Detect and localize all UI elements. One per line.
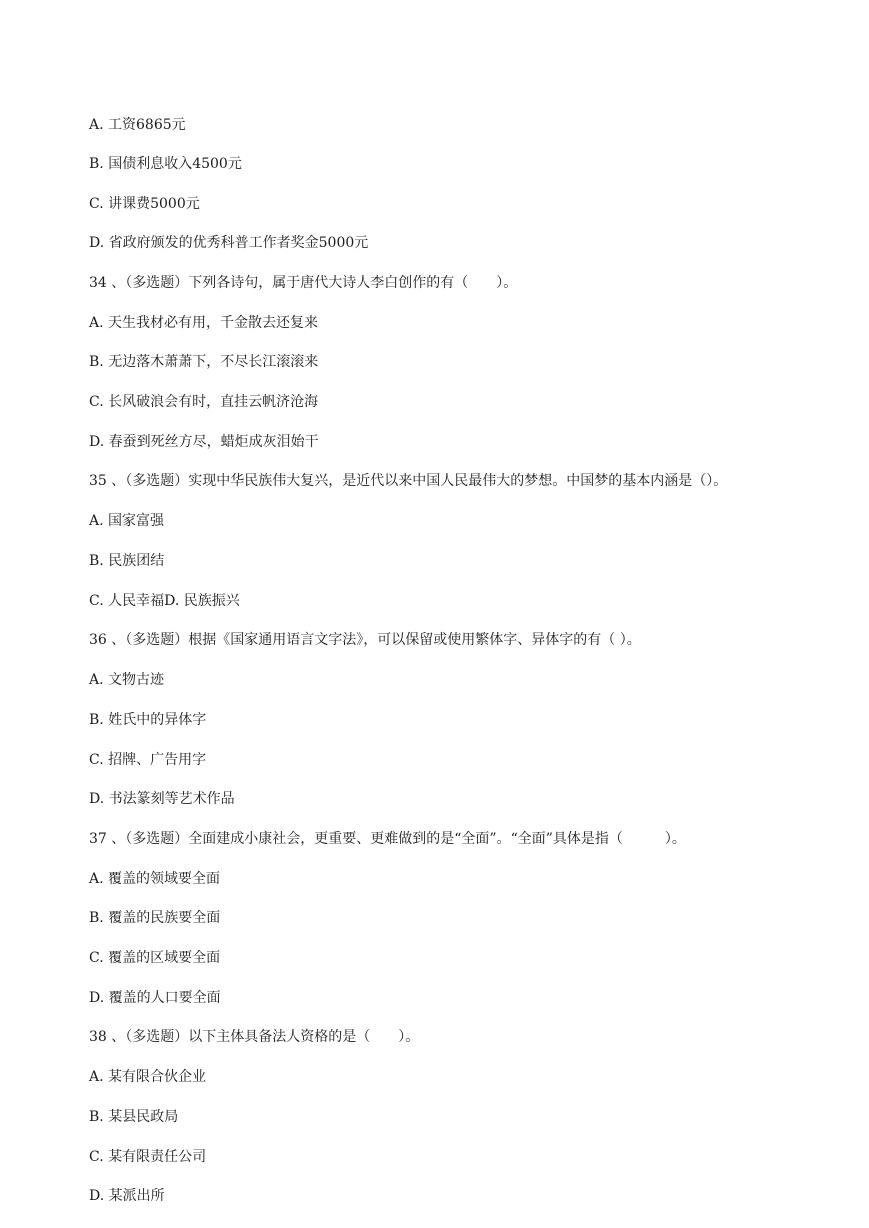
option-36-d: D. 书法篆刻等艺术作品 <box>89 791 235 807</box>
option-33-c: C. 讲课费5000元 <box>89 196 200 212</box>
option-36-b: B. 姓氏中的异体字 <box>89 712 207 728</box>
option-34-a: A. 天生我材必有用，千金散去还复来 <box>89 315 319 331</box>
option-38-b: B. 某县民政局 <box>89 1109 179 1125</box>
option-37-b: B. 覆盖的民族要全面 <box>89 910 221 926</box>
option-37-d: D. 覆盖的人口要全面 <box>89 990 221 1006</box>
option-36-c: C. 招牌、广告用字 <box>89 752 207 768</box>
option-34-d: D. 春蚕到死丝方尽，蜡炬成灰泪始干 <box>89 434 319 450</box>
option-33-b: B. 国债利息收入4500元 <box>89 156 242 172</box>
option-36-a: A. 文物古迹 <box>89 672 165 688</box>
option-37-a: A. 覆盖的领域要全面 <box>89 871 221 887</box>
option-38-c: C. 某有限责任公司 <box>89 1149 207 1165</box>
option-33-d: D. 省政府颁发的优秀科普工作者奖金5000元 <box>89 235 369 251</box>
option-38-a: A. 某有限合伙企业 <box>89 1069 207 1085</box>
option-34-c: C. 长风破浪会有时，直挂云帆济沧海 <box>89 394 319 410</box>
option-35-a: A. 国家富强 <box>89 513 165 529</box>
question-38: 38 、（多选题）以下主体具备法人资格的是（ ）。 <box>89 1029 420 1045</box>
option-33-a: A. 工资6865元 <box>89 117 186 133</box>
question-37: 37 、（多选题）全面建成小康社会，更重要、更难做到的是“全面”。“全面”具体是指（ ）。 <box>89 831 686 847</box>
option-34-b: B. 无边落木萧萧下，不尽长江滚滚来 <box>89 354 319 370</box>
question-34: 34 、（多选题）下列各诗句，属于唐代大诗人李白创作的有（ ）。 <box>89 275 518 291</box>
option-35-c-d: C. 人民幸福D. 民族振兴 <box>89 593 240 609</box>
option-38-d: D. 某派出所 <box>89 1188 165 1204</box>
option-35-b: B. 民族团结 <box>89 553 165 569</box>
question-35: 35 、（多选题）实现中华民族伟大复兴，是近代以来中国人民最伟大的梦想。中国梦的基本内涵是（）。 <box>89 473 728 489</box>
option-37-c: C. 覆盖的区域要全面 <box>89 950 221 966</box>
question-36: 36 、（多选题）根据《国家通用语言文字法》，可以保留或使用繁体字、异体字的有（ ）。 <box>89 632 641 648</box>
